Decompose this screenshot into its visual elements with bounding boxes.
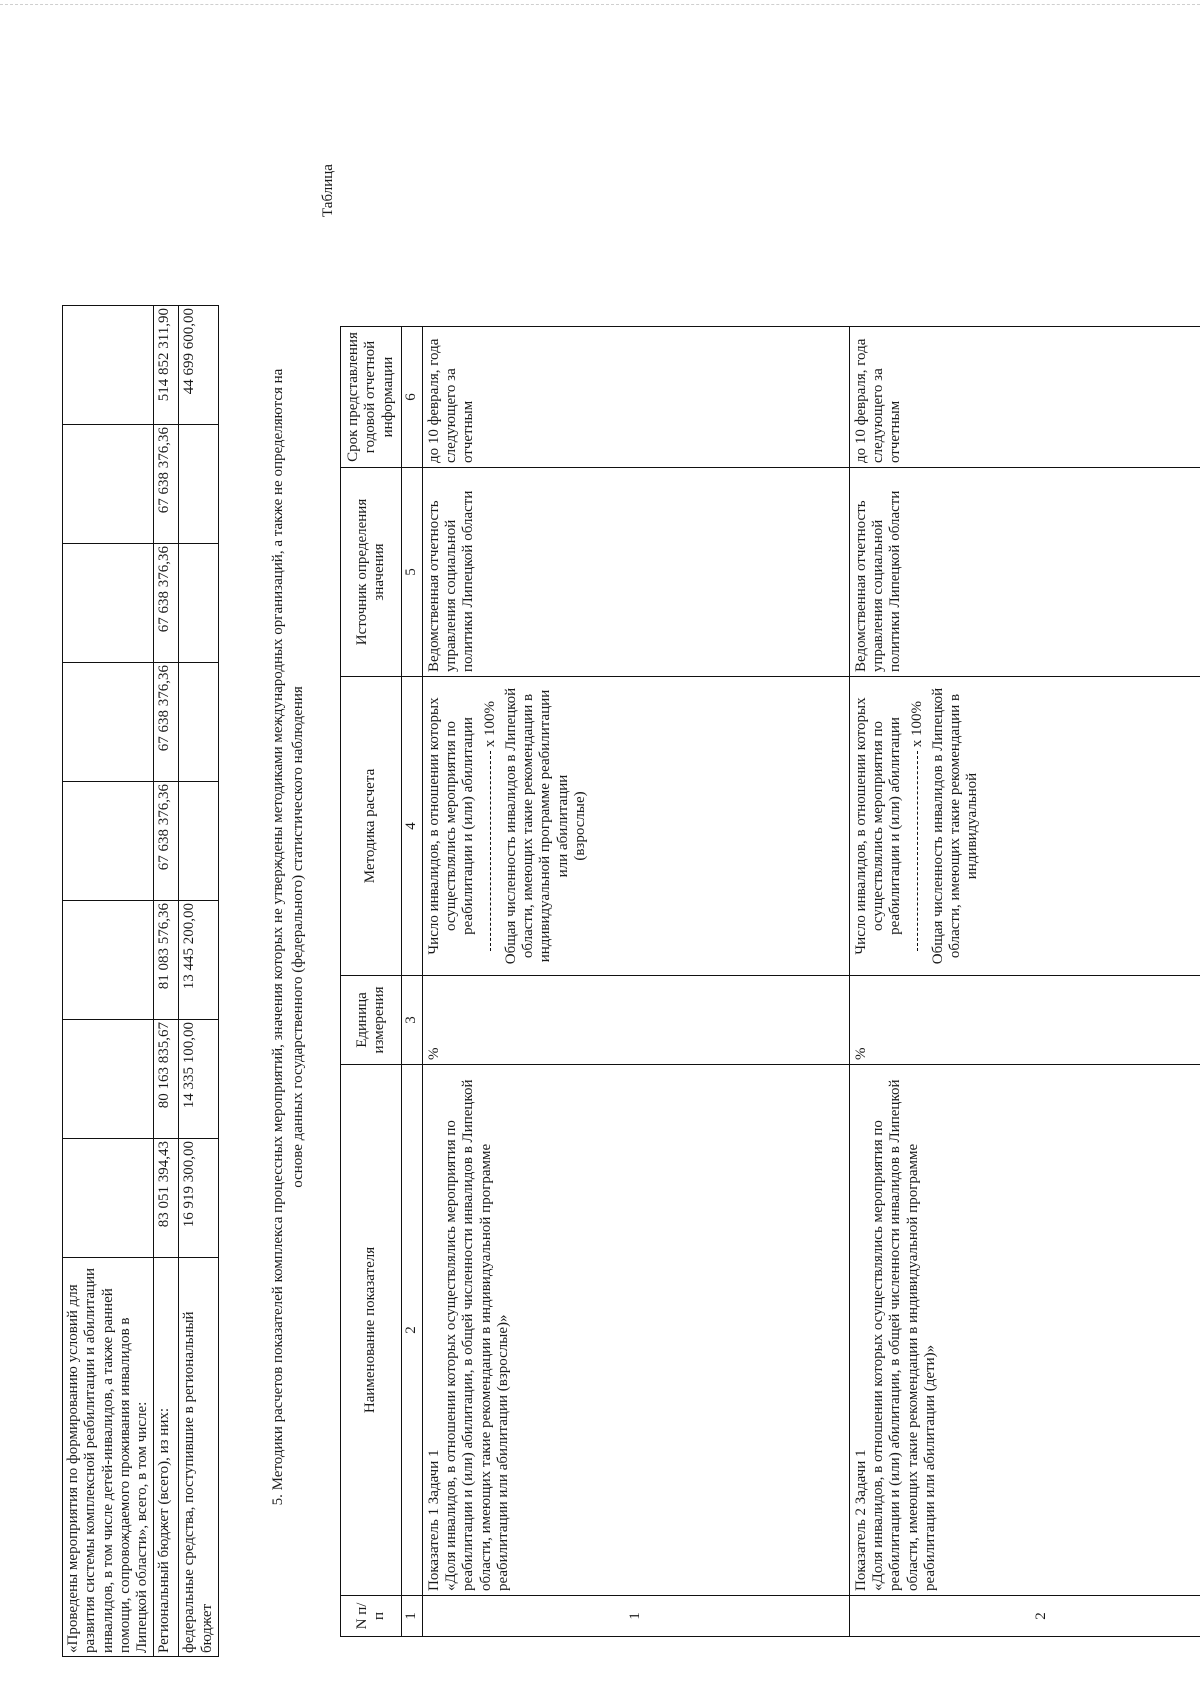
budget-cell xyxy=(63,544,154,663)
column-header: Источник определения значения xyxy=(341,468,402,677)
row-number: 2 xyxy=(849,1596,1200,1637)
budget-row-federal xyxy=(179,306,219,1657)
unit-cell: % xyxy=(422,976,849,1065)
section-heading-line: основе данных государственного (федерального) статистического наблюдения xyxy=(290,686,306,1188)
formula-cell xyxy=(422,677,849,976)
budget-cell: 13 445 200,00 xyxy=(179,901,219,1020)
budget-cell: 67 638 376,36 xyxy=(154,544,179,663)
budget-cell xyxy=(63,901,154,1020)
budget-cell xyxy=(179,544,219,663)
indicator-name-cell xyxy=(849,1065,1200,1596)
indicators-table xyxy=(340,326,1200,1637)
fraction-dash xyxy=(917,751,918,951)
budget-cell: 16 919 300,00 xyxy=(179,1139,219,1258)
fraction-line xyxy=(909,681,926,971)
formula-denominator: Общая численность инвалидов в Липецкой области, имеющих такие рекомендации в индивидуальной программе реабилитации или абилитации xyxy=(502,687,571,965)
header-row xyxy=(341,327,402,1637)
budget-cell: 514 852 311,90 xyxy=(154,306,179,425)
column-header: N п/п xyxy=(341,1596,402,1637)
budget-cell xyxy=(63,782,154,901)
indicator-title: Показатель 1 Задачи 1 xyxy=(425,1449,442,1591)
deadline-cell: до 10 февраля, года следующего за отчетным xyxy=(422,327,849,468)
row-number: 1 xyxy=(422,1596,849,1637)
column-header: Наименование показателя xyxy=(341,1065,402,1596)
formula-multiplier: x 100% xyxy=(908,701,925,748)
indicator-description: «Доля инвалидов, в отношении которых осуществлялись мероприятия по реабилитации и (или) абилитации, в общей численности инвалидов в Липецкой области, имеющих такие рекомендации в индивидуальной программе реабилитации или абилитации (дети)» xyxy=(870,1079,938,1591)
budget-row-label: федеральные средства, поступившие в региональный бюджет xyxy=(179,1258,219,1657)
source-cell: Ведомственная отчетность управления социальной политики Липецкой области xyxy=(849,468,1200,677)
table-row xyxy=(849,327,1200,1637)
budget-cell: 67 638 376,36 xyxy=(154,425,179,544)
column-number: 1 xyxy=(401,1596,422,1637)
deadline-cell: до 10 февраля, года следующего за отчетным xyxy=(849,327,1200,468)
table-label: Таблица xyxy=(320,164,336,217)
budget-cell: 67 638 376,36 xyxy=(154,782,179,901)
section-heading-line: 5. Методики расчетов показателей комплекса процессных мероприятий, значения которых не утверждены методиками международных организаций, а также не определяются на xyxy=(270,368,286,1506)
budget-cell xyxy=(63,306,154,425)
budget-row-label: «Проведены мероприятия по формированию условий для развития системы комплексной реабилитации и абилитации инвалидов, в том числе детей-инвалидов, а также ранней помощи, сопровождаемого проживания инвалидов в Липецкой области», всего, в том числе: xyxy=(63,1258,154,1657)
formula-numerator: Число инвалидов, в отношении которых осуществлялись мероприятия по реабилитации и (или) абилитации xyxy=(852,697,904,955)
column-header: Методика расчета xyxy=(341,677,402,976)
budget-cell xyxy=(179,663,219,782)
section-heading xyxy=(268,237,308,1637)
budget-cell: 67 638 376,36 xyxy=(154,663,179,782)
budget-row-regional xyxy=(154,306,179,1657)
column-number: 2 xyxy=(401,1065,422,1596)
source-cell: Ведомственная отчетность управления социальной политики Липецкой области xyxy=(422,468,849,677)
column-number-row xyxy=(401,327,422,1637)
budget-cell xyxy=(179,782,219,901)
fraction-line xyxy=(482,681,499,971)
budget-table xyxy=(62,305,219,1657)
budget-cell xyxy=(63,663,154,782)
budget-cell: 83 051 394,43 xyxy=(154,1139,179,1258)
column-header: Срок представления годовой отчетной информации xyxy=(341,327,402,468)
budget-cell xyxy=(179,425,219,544)
budget-cell: 80 163 835,67 xyxy=(154,1020,179,1139)
budget-cell xyxy=(63,425,154,544)
formula-cell xyxy=(849,677,1200,976)
indicator-description: «Доля инвалидов, в отношении которых осуществлялись мероприятия по реабилитации и (или) абилитации, в общей численности инвалидов в Липецкой области, имеющих такие рекомендации в индивидуальной программе реабилитации или абилитации (взрослые)» xyxy=(443,1079,511,1591)
formula-multiplier: x 100% xyxy=(481,701,498,748)
budget-row-label: Региональный бюджет (всего), из них: xyxy=(154,1258,179,1657)
column-number: 5 xyxy=(401,468,422,677)
column-header: Единица измерения xyxy=(341,976,402,1065)
fraction-dash xyxy=(490,751,491,951)
budget-row-total xyxy=(63,306,154,1657)
indicator-title: Показатель 2 Задачи 1 xyxy=(852,1449,869,1591)
indicator-name-cell xyxy=(422,1065,849,1596)
budget-cell: 14 335 100,00 xyxy=(179,1020,219,1139)
budget-cell: 81 083 576,36 xyxy=(154,901,179,1020)
column-number: 6 xyxy=(401,327,422,468)
formula-note: (взрослые) xyxy=(571,791,588,861)
budget-cell xyxy=(63,1139,154,1258)
formula-denominator: Общая численность инвалидов в Липецкой области, имеющих такие рекомендации в индивидуальной xyxy=(929,687,981,965)
unit-cell: % xyxy=(849,976,1200,1065)
budget-cell xyxy=(63,1020,154,1139)
table-row xyxy=(422,327,849,1637)
column-number: 3 xyxy=(401,976,422,1065)
budget-cell: 44 699 600,00 xyxy=(179,306,219,425)
column-number: 4 xyxy=(401,677,422,976)
formula-numerator: Число инвалидов, в отношении которых осуществлялись мероприятия по реабилитации и (или) абилитации xyxy=(425,697,477,955)
